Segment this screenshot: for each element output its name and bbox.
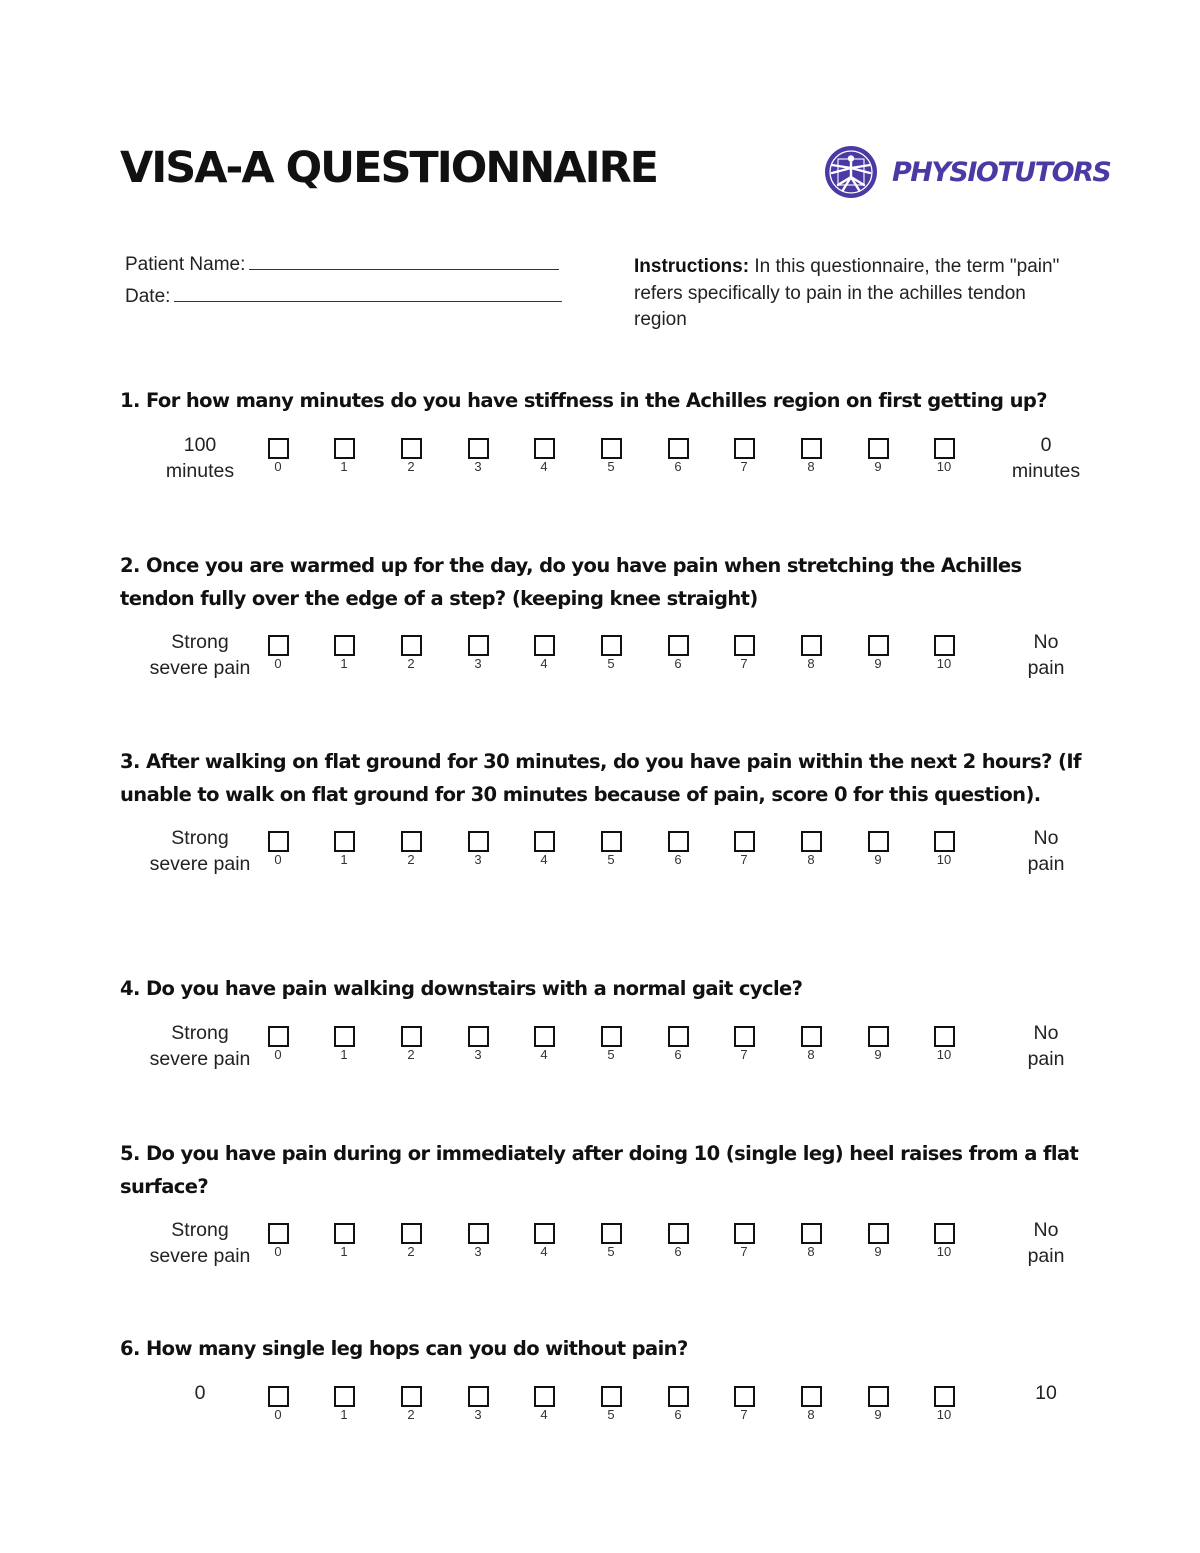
scale-option-7[interactable] <box>724 635 764 671</box>
scale-option-1[interactable] <box>324 635 364 671</box>
question-text: 3. After walking on flat ground for 30 minutes, do you have pain within the next 2 hours? (If unable to walk on flat ground for 30 minutes because of pain, score 0 for this question). <box>120 750 1081 806</box>
left-anchor-label <box>130 825 270 877</box>
scale-number: 10 <box>936 852 952 867</box>
scale-option-6[interactable] <box>658 635 698 671</box>
left-anchor-label <box>130 432 270 484</box>
scale-option-7[interactable] <box>724 831 764 867</box>
scale-number: 2 <box>407 1406 415 1422</box>
scale-number: 0 <box>274 852 282 867</box>
scale-option-1[interactable] <box>324 1386 364 1422</box>
patient-name-field[interactable] <box>125 254 562 286</box>
scale-option-6[interactable] <box>658 1223 698 1259</box>
scale-option-6[interactable] <box>658 1386 698 1422</box>
checkbox[interactable] <box>601 438 622 459</box>
checkbox[interactable] <box>534 831 555 852</box>
scale-number: 6 <box>674 656 682 671</box>
scale-number: 6 <box>674 1046 682 1062</box>
scale-number: 7 <box>740 1244 748 1259</box>
instructions <box>634 254 1074 334</box>
brand-name: PHYSIOTUTORS <box>892 156 1111 188</box>
scale-option-5[interactable] <box>591 635 631 671</box>
scale-number: 0 <box>274 656 282 671</box>
rating-scale <box>120 1217 1090 1287</box>
scale-number: 1 <box>340 656 348 671</box>
scale-option-3[interactable] <box>458 635 498 671</box>
checkbox[interactable] <box>401 831 422 852</box>
checkbox[interactable] <box>268 1223 289 1244</box>
checkbox[interactable] <box>734 1026 755 1047</box>
scale-number: 7 <box>740 656 748 671</box>
right-anchor-label <box>976 432 1116 484</box>
right-anchor-line: 0 <box>1040 433 1052 456</box>
scale-number: 2 <box>407 1244 415 1259</box>
scale-option-10[interactable] <box>924 635 964 671</box>
checkbox[interactable] <box>868 1026 889 1047</box>
checkbox[interactable] <box>534 1026 555 1047</box>
scale-option-7[interactable] <box>724 1026 764 1062</box>
checkbox[interactable] <box>601 1026 622 1047</box>
question-text: 1. For how many minutes do you have stiffness in the Achilles region on first getting up? <box>120 389 1047 412</box>
checkbox[interactable] <box>734 635 755 656</box>
right-anchor-line: No <box>1033 827 1059 849</box>
checkbox[interactable] <box>268 831 289 852</box>
page-title: VISA-A QUESTIONNAIRE <box>120 143 658 193</box>
checkbox[interactable] <box>601 1223 622 1244</box>
scale-number: 10 <box>936 1244 952 1259</box>
checkbox[interactable] <box>534 1386 555 1407</box>
checkbox[interactable] <box>801 635 822 656</box>
checkbox[interactable] <box>868 438 889 459</box>
scale-number: 0 <box>274 1406 282 1422</box>
scale-option-1[interactable] <box>324 831 364 867</box>
scale-option-9[interactable] <box>858 1026 898 1062</box>
left-anchor-label <box>130 629 270 681</box>
scale-number: 3 <box>474 1046 482 1062</box>
checkbox[interactable] <box>801 438 822 459</box>
left-anchor-line: severe pain <box>149 853 251 875</box>
scale-option-7[interactable] <box>724 1223 764 1259</box>
checkbox[interactable] <box>268 635 289 656</box>
checkbox[interactable] <box>934 1386 955 1407</box>
checkbox[interactable] <box>801 1026 822 1047</box>
scale-option-10[interactable] <box>924 1386 964 1422</box>
left-anchor-label <box>130 1217 270 1269</box>
scale-option-10[interactable] <box>924 1026 964 1062</box>
scale-option-5[interactable] <box>591 1026 631 1062</box>
left-anchor-line: Strong <box>171 1219 229 1241</box>
checkbox[interactable] <box>934 1026 955 1047</box>
question-5 <box>120 1138 1090 1287</box>
scale-number: 10 <box>936 1406 952 1422</box>
scale-number: 6 <box>674 852 682 867</box>
scale-number: 8 <box>807 1244 815 1259</box>
checkbox[interactable] <box>334 1026 355 1047</box>
checkbox[interactable] <box>934 438 955 459</box>
question-text: 6. How many single leg hops can you do without pain? <box>120 1337 688 1360</box>
checkbox[interactable] <box>934 831 955 852</box>
scale-option-0[interactable] <box>258 635 298 671</box>
scale-option-3[interactable] <box>458 1026 498 1062</box>
scale-option-1[interactable] <box>324 1223 364 1259</box>
left-anchor-line: Strong <box>171 1021 229 1044</box>
scale-option-1[interactable] <box>324 1026 364 1062</box>
right-anchor-line: No <box>1033 631 1059 653</box>
scale-option-10[interactable] <box>924 831 964 867</box>
scale-option-5[interactable] <box>591 831 631 867</box>
checkbox[interactable] <box>268 1026 289 1047</box>
checkbox[interactable] <box>401 438 422 459</box>
scale-option-3[interactable] <box>458 438 498 474</box>
scale-number: 5 <box>607 458 615 474</box>
checkbox[interactable] <box>334 1223 355 1244</box>
scale-option-9[interactable] <box>858 635 898 671</box>
scale-number: 9 <box>874 1046 882 1062</box>
scale-number: 5 <box>607 852 615 867</box>
left-anchor-line: 0 <box>194 1381 206 1404</box>
scale-option-3[interactable] <box>458 1386 498 1422</box>
scale-option-2[interactable] <box>391 438 431 474</box>
scale-number: 5 <box>607 656 615 671</box>
checkbox[interactable] <box>534 635 555 656</box>
rating-scale <box>120 432 1090 502</box>
scale-option-4[interactable] <box>524 438 564 474</box>
instructions-label: Instructions: <box>634 256 750 277</box>
scale-number: 4 <box>540 1406 548 1422</box>
patient-fields <box>125 254 562 318</box>
scale-option-8[interactable] <box>791 635 831 671</box>
right-anchor-line: pain <box>1027 657 1065 679</box>
scale-number: 5 <box>607 1244 615 1259</box>
scale-number: 9 <box>874 656 882 671</box>
checkbox[interactable] <box>334 635 355 656</box>
scale-number: 9 <box>874 458 882 474</box>
scale-number: 9 <box>874 1406 882 1422</box>
left-anchor-line: Strong <box>171 827 229 849</box>
scale-option-5[interactable] <box>591 1223 631 1259</box>
rating-scale <box>120 1020 1090 1090</box>
checkbox[interactable] <box>468 438 489 459</box>
scale-option-9[interactable] <box>858 1386 898 1422</box>
checkbox[interactable] <box>468 1026 489 1047</box>
scale-option-9[interactable] <box>858 438 898 474</box>
scale-number: 1 <box>340 1046 348 1062</box>
scale-number: 4 <box>540 458 548 474</box>
scale-option-2[interactable] <box>391 635 431 671</box>
scale-option-10[interactable] <box>924 1223 964 1259</box>
rating-scale <box>120 629 1090 699</box>
scale-number: 1 <box>340 1406 348 1422</box>
checkbox[interactable] <box>268 438 289 459</box>
rating-scale <box>120 825 1090 895</box>
scale-number: 8 <box>807 1046 815 1062</box>
checkbox[interactable] <box>468 1386 489 1407</box>
rating-scale <box>120 1380 1090 1450</box>
question-1 <box>120 385 1090 502</box>
left-anchor-line: severe pain <box>149 1047 251 1070</box>
checkbox[interactable] <box>534 438 555 459</box>
checkbox[interactable] <box>801 1223 822 1244</box>
scale-number: 7 <box>740 1046 748 1062</box>
right-anchor-line: pain <box>1027 1245 1065 1267</box>
scale-number: 10 <box>936 656 952 671</box>
patient-name-line[interactable] <box>249 255 559 270</box>
left-anchor-label <box>130 1020 270 1072</box>
checkbox[interactable] <box>601 1386 622 1407</box>
scale-number: 9 <box>874 1244 882 1259</box>
question-4 <box>120 973 1090 1090</box>
scale-option-8[interactable] <box>791 831 831 867</box>
scale-number: 4 <box>540 1046 548 1062</box>
right-anchor-line: pain <box>1027 853 1065 875</box>
right-anchor-label <box>976 629 1116 681</box>
scale-option-0[interactable] <box>258 1223 298 1259</box>
question-text: 5. Do you have pain during or immediately after doing 10 (single leg) heel raises from a flat surface? <box>120 1142 1079 1198</box>
scale-number: 4 <box>540 656 548 671</box>
checkbox[interactable] <box>268 1386 289 1407</box>
scale-option-2[interactable] <box>391 1026 431 1062</box>
scale-option-6[interactable] <box>658 1026 698 1062</box>
scale-option-9[interactable] <box>858 1223 898 1259</box>
checkbox[interactable] <box>601 635 622 656</box>
checkbox[interactable] <box>668 1386 689 1407</box>
left-anchor-line: Strong <box>171 631 229 653</box>
checkbox[interactable] <box>868 831 889 852</box>
scale-option-0[interactable] <box>258 1026 298 1062</box>
checkbox[interactable] <box>734 438 755 459</box>
scale-number: 8 <box>807 852 815 867</box>
scale-option-3[interactable] <box>458 1223 498 1259</box>
checkbox[interactable] <box>801 831 822 852</box>
scale-number: 1 <box>340 1244 348 1259</box>
scale-option-4[interactable] <box>524 1386 564 1422</box>
scale-number: 10 <box>936 1046 952 1062</box>
checkbox[interactable] <box>668 635 689 656</box>
scale-number: 6 <box>674 1406 682 1422</box>
scale-number: 6 <box>674 458 682 474</box>
vitruvian-man-icon <box>824 145 878 199</box>
scale-number: 4 <box>540 852 548 867</box>
scale-number: 2 <box>407 656 415 671</box>
right-anchor-line: No <box>1033 1219 1059 1241</box>
checkbox[interactable] <box>334 1386 355 1407</box>
checkbox[interactable] <box>934 1223 955 1244</box>
question-3 <box>120 746 1090 895</box>
right-anchor-label <box>976 1217 1116 1269</box>
checkbox[interactable] <box>468 1223 489 1244</box>
checkbox[interactable] <box>868 635 889 656</box>
scale-number: 3 <box>474 458 482 474</box>
question-text: 2. Once you are warmed up for the day, do you have pain when stretching the Achilles tendon fully over the edge of a step? (keeping knee straight) <box>120 554 1022 610</box>
scale-option-2[interactable] <box>391 1386 431 1422</box>
checkbox[interactable] <box>401 1386 422 1407</box>
scale-number: 9 <box>874 852 882 867</box>
scale-option-2[interactable] <box>391 831 431 867</box>
scale-option-4[interactable] <box>524 1026 564 1062</box>
checkbox[interactable] <box>868 1386 889 1407</box>
scale-number: 2 <box>407 1046 415 1062</box>
scale-number: 1 <box>340 458 348 474</box>
scale-option-9[interactable] <box>858 831 898 867</box>
scale-option-0[interactable] <box>258 1386 298 1422</box>
scale-option-0[interactable] <box>258 831 298 867</box>
scale-option-8[interactable] <box>791 1026 831 1062</box>
checkbox[interactable] <box>401 1223 422 1244</box>
scale-option-7[interactable] <box>724 1386 764 1422</box>
scale-number: 5 <box>607 1406 615 1422</box>
scale-option-0[interactable] <box>258 438 298 474</box>
scale-option-2[interactable] <box>391 1223 431 1259</box>
checkbox[interactable] <box>534 1223 555 1244</box>
checkbox[interactable] <box>334 831 355 852</box>
checkbox[interactable] <box>468 831 489 852</box>
scale-number: 1 <box>340 852 348 867</box>
right-anchor-label <box>976 1020 1116 1072</box>
checkbox[interactable] <box>668 438 689 459</box>
instructions-text: In this questionnaire, the term "pain" refers specifically to pain in the achilles tendon region <box>634 256 1060 330</box>
scale-number: 3 <box>474 1406 482 1422</box>
left-anchor-line: 100 <box>183 433 217 456</box>
checkbox[interactable] <box>401 635 422 656</box>
scale-number: 7 <box>740 1406 748 1422</box>
scale-number: 7 <box>740 852 748 867</box>
scale-number: 8 <box>807 458 815 474</box>
right-anchor-label <box>976 1380 1116 1406</box>
scale-option-6[interactable] <box>658 831 698 867</box>
scale-number: 5 <box>607 1046 615 1062</box>
scale-option-5[interactable] <box>591 438 631 474</box>
scale-number: 3 <box>474 656 482 671</box>
checkbox[interactable] <box>668 831 689 852</box>
date-label: Date: <box>125 286 171 307</box>
checkbox[interactable] <box>734 1223 755 1244</box>
scale-option-4[interactable] <box>524 1223 564 1259</box>
checkbox[interactable] <box>668 1223 689 1244</box>
left-anchor-line: minutes <box>165 459 235 482</box>
checkbox[interactable] <box>668 1026 689 1047</box>
scale-number: 0 <box>274 1244 282 1259</box>
right-anchor-line: No <box>1033 1021 1059 1044</box>
scale-number: 8 <box>807 1406 815 1422</box>
scale-option-10[interactable] <box>924 438 964 474</box>
checkbox[interactable] <box>601 831 622 852</box>
scale-option-8[interactable] <box>791 1223 831 1259</box>
date-line[interactable] <box>174 287 562 302</box>
scale-option-8[interactable] <box>791 1386 831 1422</box>
left-anchor-line: severe pain <box>149 1245 251 1267</box>
scale-number: 10 <box>936 458 952 474</box>
scale-number: 3 <box>474 1244 482 1259</box>
checkbox[interactable] <box>868 1223 889 1244</box>
date-field[interactable] <box>125 286 562 318</box>
checkbox[interactable] <box>401 1026 422 1047</box>
scale-number: 0 <box>274 1046 282 1062</box>
scale-number: 8 <box>807 656 815 671</box>
scale-option-8[interactable] <box>791 438 831 474</box>
scale-number: 2 <box>407 852 415 867</box>
checkbox[interactable] <box>468 635 489 656</box>
scale-number: 4 <box>540 1244 548 1259</box>
question-2 <box>120 550 1090 699</box>
question-6 <box>120 1333 1090 1450</box>
right-anchor-line: pain <box>1027 1047 1065 1070</box>
scale-number: 7 <box>740 458 748 474</box>
scale-option-7[interactable] <box>724 438 764 474</box>
right-anchor-label <box>976 825 1116 877</box>
scale-number: 0 <box>274 458 282 474</box>
scale-number: 6 <box>674 1244 682 1259</box>
left-anchor-label <box>130 1380 270 1406</box>
scale-option-6[interactable] <box>658 438 698 474</box>
checkbox[interactable] <box>801 1386 822 1407</box>
brand-logo <box>824 145 1110 199</box>
scale-option-5[interactable] <box>591 1386 631 1422</box>
checkbox[interactable] <box>934 635 955 656</box>
checkbox[interactable] <box>734 1386 755 1407</box>
scale-option-4[interactable] <box>524 635 564 671</box>
right-anchor-line: 10 <box>1035 1381 1057 1404</box>
checkbox[interactable] <box>334 438 355 459</box>
question-text: 4. Do you have pain walking downstairs with a normal gait cycle? <box>120 977 803 1000</box>
patient-name-label: Patient Name: <box>125 254 246 275</box>
left-anchor-line: severe pain <box>149 657 251 679</box>
scale-option-4[interactable] <box>524 831 564 867</box>
right-anchor-line: minutes <box>1011 459 1081 482</box>
scale-number: 2 <box>407 458 415 474</box>
scale-number: 3 <box>474 852 482 867</box>
scale-option-1[interactable] <box>324 438 364 474</box>
scale-option-3[interactable] <box>458 831 498 867</box>
checkbox[interactable] <box>734 831 755 852</box>
